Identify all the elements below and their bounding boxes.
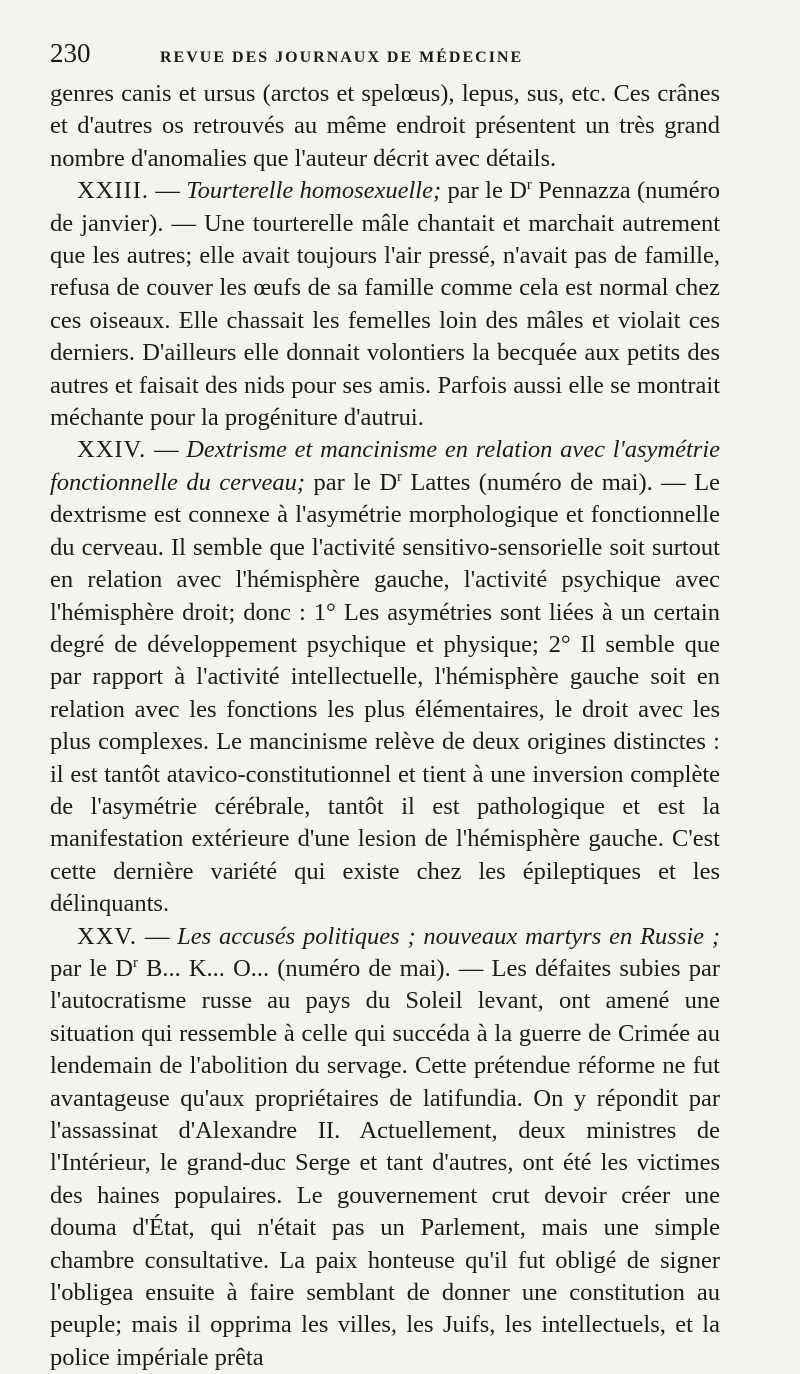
section-body: — Le dextrisme est connexe à l'asymétrie morphologique et fonctionnelle du cerveau. Il semble que l'activité sensitivo-sensorielle soit surtout en relation avec l'hémisphère gauche, l'activité psychique avec l'hémisphère droit; donc : 1° Les asymétries sont liées à un certain degré de développement psychique et physique; 2° Il semble que par rapport à l'activité intellectuelle, l'hémisphère gauche soit en relation avec les fonctions les plus élémentaires, le droit avec les plus complexes. Le mancinisme relève de deux origines distinctes : il est tantôt atavico-constitutionnel et tient à une inversion complète de l'asymétrie cérébrale, tantôt il est pathologique et est la manifestation extérieure d'une lesion de l'hémisphère gauche. C'est cette dernière variété qui existe chez les épileptiques et les délinquants. (50, 468, 720, 918)
section-body: — Une tourterelle mâle chantait et marchait autrement que les autres; elle avait toujours l'air pressé, n'avait pas de famille, refusa de couver les œufs de sa famille comme cela est normal chez ces oiseaux. Elle chassait les femelles loin des mâles et violait ces derniers. D'ailleurs elle donnait volontiers la becquée aux petits des autres et faisait des nids pour ses amis. Parfois aussi elle se montrait méchante pour la progéniture d'autrui. (50, 209, 721, 432)
page-number: 230 (50, 38, 91, 68)
paragraph-continuation (50, 78, 720, 175)
section-by-sup: r (397, 468, 402, 485)
section-xxiv (50, 434, 720, 920)
section-title: Les accusés politiques ; nouveaux martyrs en Russie ; (177, 922, 721, 950)
section-xxv (50, 921, 720, 1374)
section-by: par le D (313, 468, 398, 496)
section-dash: — (153, 436, 179, 464)
section-title: Tourterelle homosexuelle; (186, 177, 442, 205)
section-xxiii (50, 175, 720, 434)
section-body: — Les défaites subies par l'autocratisme russe au pays du Soleil levant, ont amené une situation qui ressemble à celle qui succéda à la guerre de Crimée au lendemain de l'abolition du servage. Cette prétendue réforme ne fut avantageuse qu'aux propriétaires de latifundia. On y répondit par l'assassinat d'Alexandre II. Actuellement, deux ministres de l'Intérieur, le grand-duc Serge et tant d'autres, ont été les victimes des haines populaires. Le gouvernement crut devoir créer une douma d'État, qui n'était pas un Parlement, mais une simple chambre consultative. La paix honteuse qu'il fut obligé de signer l'obligea ensuite à faire semblant de donner une constitution au peuple; mais il opprima les villes, les Juifs, les intellectuels, et la police impériale prêta (50, 954, 720, 1371)
section-number: XXIV. (77, 436, 147, 464)
running-title: REVUE DES JOURNAUX DE MÉDECINE (160, 49, 524, 66)
article-text (50, 78, 720, 1374)
paragraph-text: genres canis et ursus (arctos et spelœus), lepus, sus, etc. Ces crânes et d'autres os retrouvés au même endroit présentent un très grand nombre d'anomalies que l'auteur décrit avec détails. (50, 80, 720, 172)
section-author-source: B... K... O... (numéro de mai). (146, 954, 451, 982)
section-by-sup: r (132, 954, 138, 971)
page-header (50, 38, 720, 78)
section-number: XXIII. (77, 177, 149, 205)
section-dash: — (144, 922, 170, 950)
section-by: par le D (50, 954, 133, 982)
section-dash: — (155, 177, 180, 205)
section-author-source: Pennazza (numéro de janvier). (50, 177, 721, 237)
section-title: Dextrisme et mancinisme en relation avec l'asymétrie fonctionnelle du cerveau; (50, 436, 721, 496)
section-author-source: Lattes (numéro de mai). (410, 468, 653, 496)
section-number: XXV. (77, 922, 138, 950)
section-by-sup: r (526, 177, 532, 194)
section-by: par le D (447, 177, 527, 205)
